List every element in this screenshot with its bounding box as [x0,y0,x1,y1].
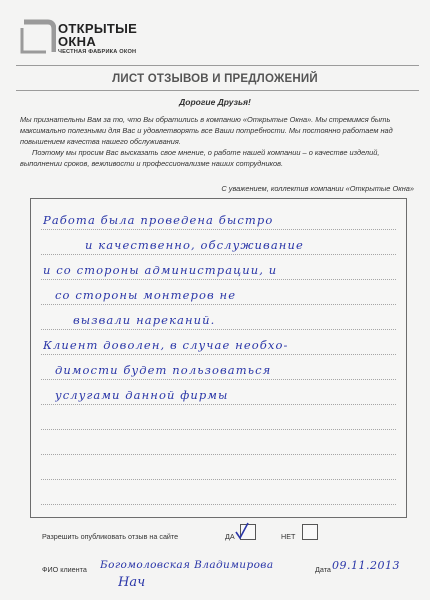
date-field[interactable]: 09.11.2013 [332,559,400,572]
ruled-line [41,354,396,355]
client-name-field[interactable]: Богомоловская Владимирова [100,559,274,571]
publish-no-checkbox[interactable] [302,524,318,540]
review-handwritten-line: вызвали нареканий. [73,313,216,327]
ruled-line [41,229,396,230]
page-title: ЛИСТ ОТЗЫВОВ И ПРЕДЛОЖЕНИЙ [112,73,318,85]
publish-no-label: НЕТ [281,532,296,541]
review-handwritten-line: димости будет пользоваться [55,363,272,377]
review-handwritten-line: и качественно, обслуживание [85,238,304,252]
logo-text-line2: ОКНА [58,34,97,49]
review-handwritten-line: Клиент доволен, в случае необхо- [43,338,289,352]
review-textarea[interactable] [30,198,407,518]
ruled-line [41,379,396,380]
greeting: Дорогие Друзья! [179,97,251,107]
client-name-label: ФИО клиента [42,565,87,574]
review-handwritten-line: Работа была проведена быстро [43,213,274,227]
publish-yes-label: ДА [225,532,235,541]
title-divider [16,90,419,91]
intro-text [20,114,415,169]
ruled-line [41,404,396,405]
header-divider [16,65,419,66]
review-handwritten-line: услугами данной фирмы [55,388,229,402]
review-handwritten-line: со стороны монтеров не [55,288,237,302]
signoff: С уважением, коллектив компании «Открытые Окна» [221,184,414,193]
ruled-line [41,279,396,280]
logo-tagline: ЧЕСТНАЯ ФАБРИКА ОКОН [58,49,137,55]
logo-text-line1: ОТКРЫТЫЕ [58,21,138,36]
client-signature: Нач [118,575,146,590]
ruled-line [41,479,396,480]
ruled-line [41,329,396,330]
ruled-line [41,429,396,430]
intro-paragraph-1: Мы признательны Вам за то, что Вы обратились в компанию «Открытые Окна». Мы стремимся быть максимально полезными для Вас и удовлетворять все Ваши потребности. Мы постоянно работаем над повышением качества нашего обслуживания. [20,115,393,146]
ruled-line [41,254,396,255]
company-logo [18,18,168,58]
window-logo-icon [18,18,56,56]
ruled-line [41,304,396,305]
checkmark-icon [230,520,252,542]
review-handwritten-line: и со стороны администрации, и [43,263,278,277]
date-label: Дата [315,565,331,574]
ruled-line [41,454,396,455]
publish-consent-label: Разрешить опубликовать отзыв на сайте [42,532,179,541]
intro-paragraph-2: Поэтому мы просим Вас высказать свое мнение, о работе нашей компании – о качестве изделий, выполнении сроков, вежливости и профессионализме наших сотрудников. [20,148,380,168]
ruled-line [41,504,396,505]
